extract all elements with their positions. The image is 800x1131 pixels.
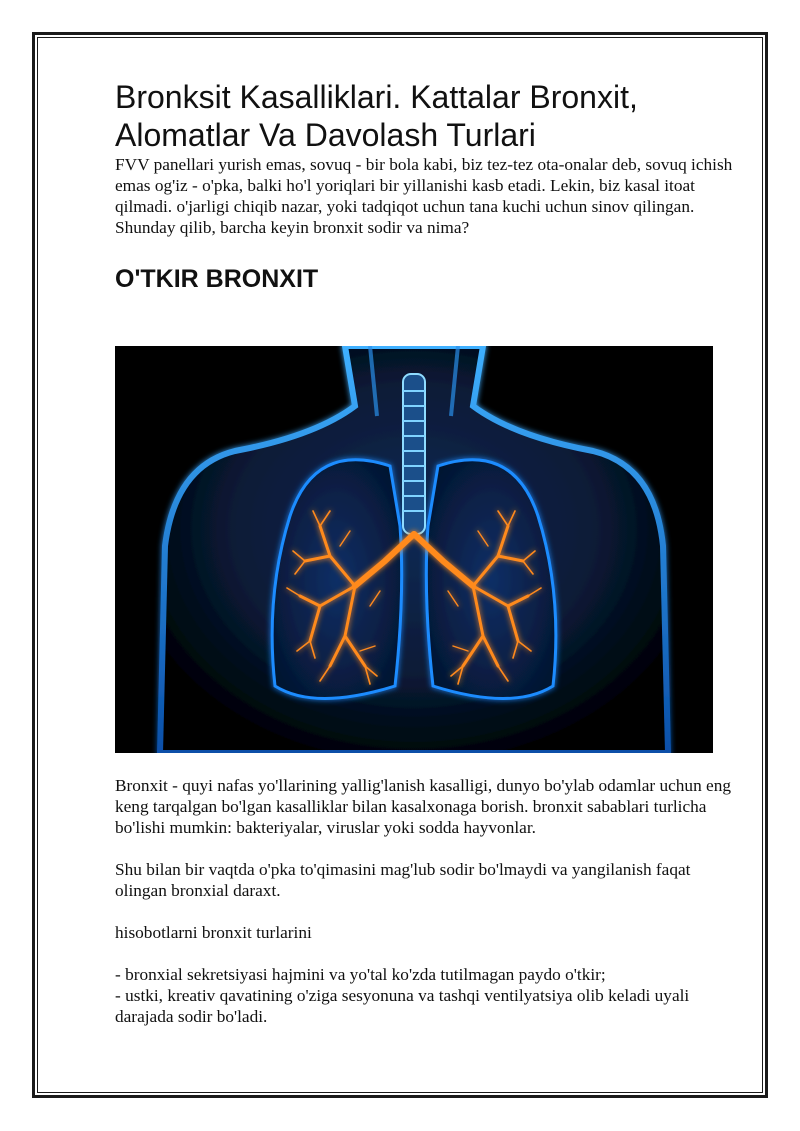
paragraph-1: Bronxit - quyi nafas yo'llarining yallig'lanish kasalligi, dunyo bo'ylab odamlar uchun eng keng tarqalgan bo'lgan kasalliklar bilan kasalxonaga borish. bronxit sabablari turlicha bo'lishi mumkin: bakteriyalar, viruslar yoki sodda hayvonlar.	[115, 776, 731, 837]
paragraph-2: Shu bilan bir vaqtda o'pka to'qimasini mag'lub sodir bo'lmaydi va yangilanish faqat olingan bronxial daraxt.	[115, 860, 691, 900]
list-item-1: - bronxial sekretsiyasi hajmini va yo'tal ko'zda tutilmagan paydo o'tkir;	[115, 965, 606, 984]
list-item-2: - ustki, kreativ qavatining o'ziga sesyonuna va tashqi ventilyatsiya olib keladi uyali darajada sodir bo'ladi.	[115, 986, 690, 1026]
lungs-illustration-graphic	[115, 346, 713, 753]
article-body	[115, 775, 745, 1027]
intro-paragraph: FVV panellari yurish emas, sovuq - bir bola kabi, biz tez-tez ota-onalar deb, sovuq ichish emas og'iz - o'pka, balki ho'l yoriqlari bir yillanishi kasb etadi. Lekin, biz kasal itoat qilmadi. o'jarligi chiqib nazar, yoki tadqiqot uchun tana kuchi uchun sinov qilingan. Shunday qilib, barcha keyin bronxit sodir va nima?	[115, 155, 733, 237]
paragraph-3: hisobotlarni bronxit turlarini	[115, 923, 312, 942]
section-heading: O'TKIR BRONXIT	[115, 265, 319, 293]
article-header	[115, 78, 745, 294]
article-title: Bronksit Kasalliklari. Kattalar Bronxit, Alomatlar Va Davolash Turlari	[115, 79, 638, 153]
lungs-illustration	[115, 346, 713, 753]
